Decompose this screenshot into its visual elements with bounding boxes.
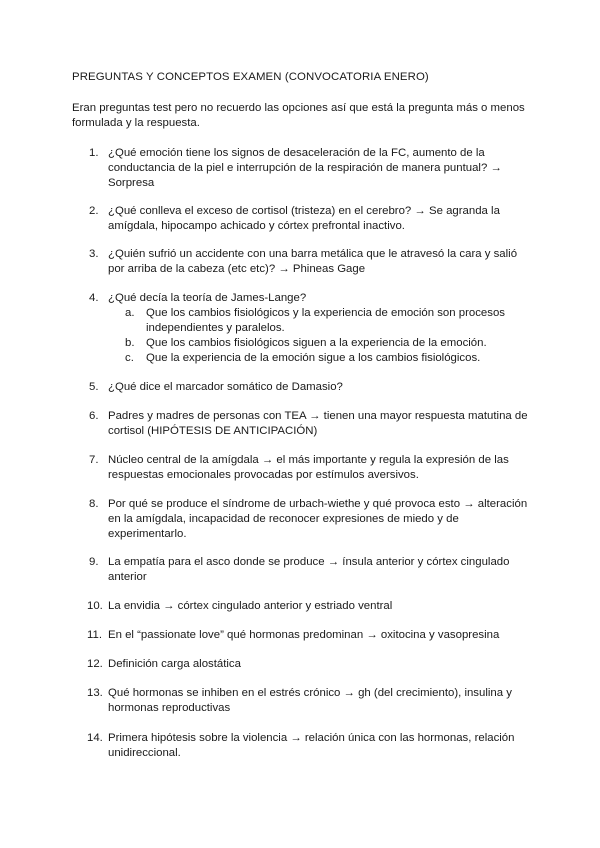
question-number: 11. <box>87 629 102 641</box>
question-8 <box>72 497 532 542</box>
question-2 <box>72 204 532 234</box>
question-number: 8. <box>89 498 99 510</box>
document-title: PREGUNTAS Y CONCEPTOS EXAMEN (CONVOCATORIA ENERO) <box>72 71 429 83</box>
option-letter: c. <box>125 352 134 364</box>
question-3 <box>72 247 532 277</box>
option-a <box>108 306 532 336</box>
question-text: Primera hipótesis sobre la violencia → relación única con las hormonas, relación unidireccional. <box>108 732 515 759</box>
question-13 <box>72 686 532 716</box>
question-number: 7. <box>89 454 99 466</box>
option-text: Que los cambios fisiológicos y la experiencia de emoción son procesos independientes y paralelos. <box>146 307 505 334</box>
question-9 <box>72 555 532 585</box>
question-text: Qué hormonas se inhiben en el estrés crónico → gh (del crecimiento), insulina y hormonas reproductivas <box>108 687 512 714</box>
option-text: Que los cambios fisiológicos siguen a la experiencia de la emoción. <box>146 337 487 349</box>
question-number: 14. <box>87 732 103 744</box>
question-text: La empatía para el asco donde se produce → ínsula anterior y córtex cingulado anterior <box>108 556 510 583</box>
question-11 <box>72 628 532 643</box>
answer-options <box>108 306 532 366</box>
question-1 <box>72 146 532 191</box>
question-text: ¿Quién sufrió un accidente con una barra metálica que le atravesó la cara y salió por arriba de la cabeza (etc etc)? → Phineas Gage <box>108 248 518 275</box>
question-7 <box>72 453 532 483</box>
question-10 <box>72 599 532 614</box>
question-6 <box>72 409 532 439</box>
question-text: En el “passionate love” qué hormonas predominan → oxitocina y vasopresina <box>108 629 500 641</box>
question-12 <box>72 657 532 672</box>
option-letter: a. <box>125 307 135 319</box>
question-number: 13. <box>87 687 103 699</box>
question-text: Núcleo central de la amígdala → el más importante y regula la expresión de las respuestas emocionales provocadas por estímulos aversivos. <box>108 454 509 481</box>
option-letter: b. <box>125 337 135 349</box>
question-number: 3. <box>89 248 99 260</box>
option-text: Que la experiencia de la emoción sigue a los cambios fisiológicos. <box>146 352 481 364</box>
option-c <box>108 351 532 366</box>
question-number: 12. <box>87 658 103 670</box>
question-number: 6. <box>89 410 99 422</box>
question-4 <box>72 291 532 366</box>
question-number: 4. <box>89 292 99 304</box>
option-b <box>108 336 532 351</box>
question-14 <box>72 731 532 761</box>
intro-paragraph: Eran preguntas test pero no recuerdo las opciones así que está la pregunta más o menos formulada y la respuesta. <box>72 102 525 129</box>
question-text: ¿Qué dice el marcador somático de Damasio? <box>108 381 343 393</box>
question-number: 2. <box>89 205 99 217</box>
question-text: La envidia → córtex cingulado anterior y estriado ventral <box>108 600 393 612</box>
question-number: 1. <box>89 147 99 159</box>
question-text: ¿Qué conlleva el exceso de cortisol (tristeza) en el cerebro? → Se agranda la amígdala, hipocampo achicado y córtex prefrontal inactivo. <box>108 205 500 232</box>
question-text: Por qué se produce el síndrome de urbach-wiethe y qué provoca esto → alteración en la amígdala, incapacidad de reconocer expresiones de miedo y de experimentarlo. <box>108 498 528 540</box>
question-5 <box>72 380 532 395</box>
question-text: Definición carga alostática <box>108 658 241 670</box>
question-number: 5. <box>89 381 99 393</box>
question-text: ¿Qué emoción tiene los signos de desaceleración de la FC, aumento de la conductancia de la piel e interrupción de la respiración de manera puntual? → Sorpresa <box>108 147 502 189</box>
question-text: ¿Qué decía la teoría de James-Lange? <box>108 292 307 304</box>
question-number: 10. <box>87 600 103 612</box>
question-text: Padres y madres de personas con TEA → tienen una mayor respuesta matutina de cortisol (HIPÓTESIS DE ANTICIPACIÓN) <box>108 410 528 437</box>
question-number: 9. <box>89 556 99 568</box>
